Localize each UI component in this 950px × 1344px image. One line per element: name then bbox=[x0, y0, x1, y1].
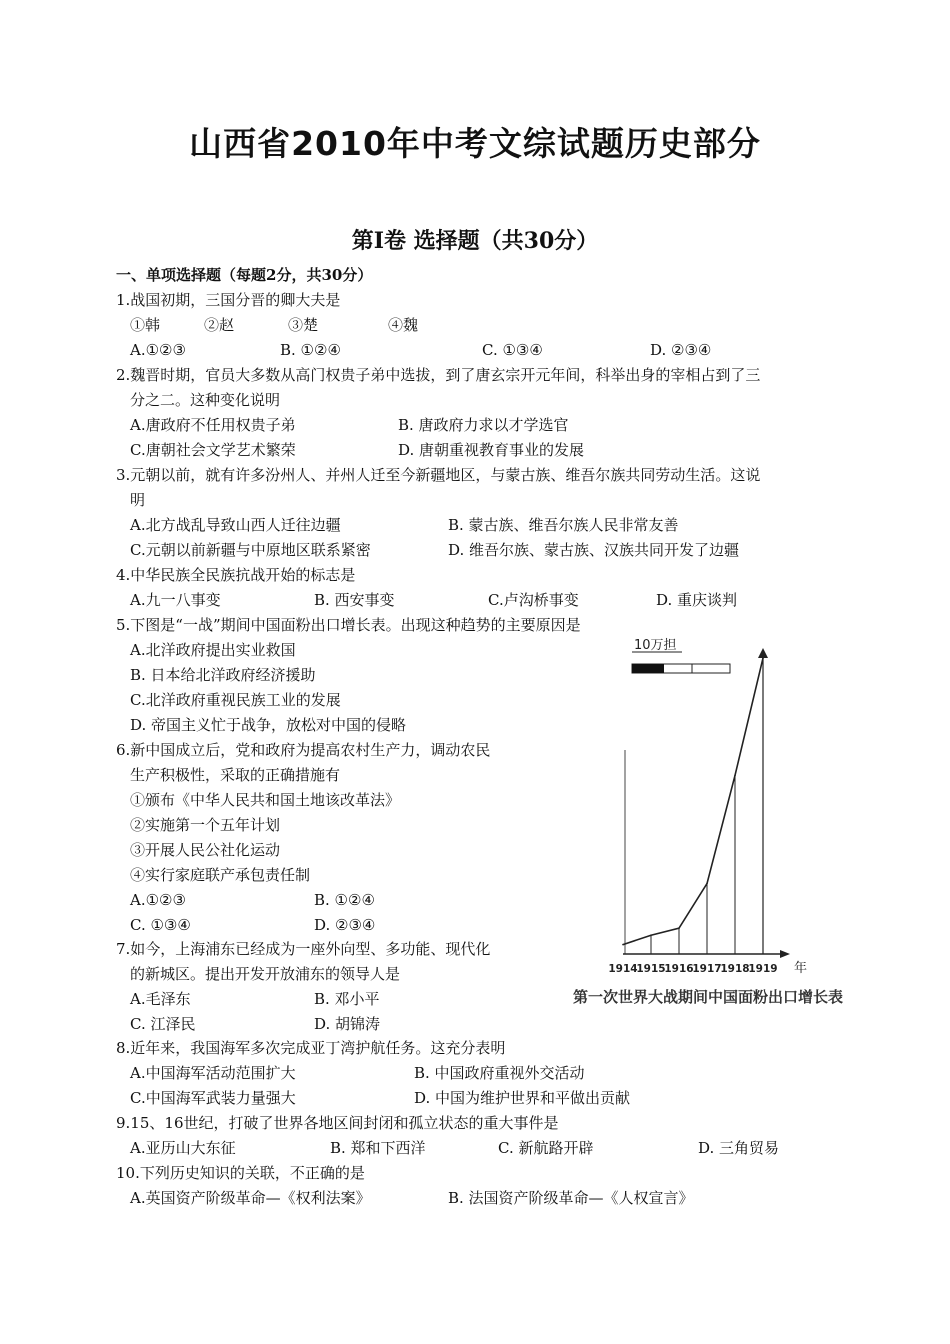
option-row bbox=[116, 338, 846, 363]
data-point-1914 bbox=[622, 944, 624, 946]
x-axis-arrow bbox=[780, 950, 790, 958]
question-stem: 分之二。这种变化说明 bbox=[130, 391, 281, 409]
option-a: A.亚历山大东征 bbox=[130, 1139, 236, 1157]
option-row bbox=[116, 1086, 846, 1111]
option-a: A.北方战乱导致山西人迁往边疆 bbox=[130, 516, 341, 534]
option-a: A.中国海军活动范围扩大 bbox=[130, 1064, 296, 1082]
option-row bbox=[116, 1136, 846, 1161]
question-stem: 2.魏晋时期，官员大多数从高门权贵子弟中选拔，到了唐玄宗开元年间，科举出身的宰相占到了三 bbox=[116, 366, 761, 384]
x-tick-label: 1914 bbox=[608, 963, 638, 975]
option-a: A.英国资产阶级革命—《权利法案》 bbox=[130, 1189, 371, 1207]
data-point-1918 bbox=[734, 775, 736, 777]
question-stem: 10.下列历史知识的关联，不正确的是 bbox=[116, 1164, 365, 1182]
question-8 bbox=[116, 1036, 846, 1111]
question-stem: 明 bbox=[130, 491, 146, 509]
scale-label: 10万担 bbox=[634, 638, 677, 653]
option-c: C. 新航路开辟 bbox=[498, 1139, 594, 1157]
item-row bbox=[116, 313, 846, 338]
y-axis-arrow bbox=[758, 648, 768, 658]
question-stem: 生产积极性，采取的正确措施有 bbox=[130, 766, 341, 784]
option-b: B. 西安事变 bbox=[314, 591, 395, 609]
option-row bbox=[116, 588, 846, 613]
option-b: B. 蒙古族、维吾尔族人民非常友善 bbox=[448, 516, 679, 534]
x-unit-label: 年 bbox=[794, 961, 808, 976]
chart-ticks bbox=[608, 960, 807, 976]
option-c: C.中国海军武装力量强大 bbox=[130, 1089, 296, 1107]
option-row bbox=[116, 1186, 846, 1211]
option-c: C.北洋政府重视民族工业的发展 bbox=[130, 691, 341, 709]
option-d: D. 帝国主义忙于战争，放松对中国的侵略 bbox=[130, 716, 407, 734]
question-stem: 1.战国初期，三国分晋的卿大夫是 bbox=[116, 291, 341, 309]
item: ②实施第一个五年计划 bbox=[130, 816, 281, 834]
option-b: B. 法国资产阶级革命—《人权宣言》 bbox=[448, 1189, 694, 1207]
option-c: C.卢沟桥事变 bbox=[488, 591, 579, 609]
option-d: D. ②③④ bbox=[314, 916, 376, 934]
data-point-1917 bbox=[706, 883, 708, 885]
data-point-1915 bbox=[650, 934, 652, 936]
question-stem: 5.下图是“一战”期间中国面粉出口增长表。出现这种趋势的主要原因是 bbox=[116, 616, 581, 634]
option-a: A.北洋政府提出实业救国 bbox=[130, 641, 296, 659]
option-d: D. 重庆谈判 bbox=[656, 591, 738, 609]
chart-caption: 第一次世界大战期间中国面粉出口增长表 bbox=[572, 988, 843, 1006]
option-b: B. 郑和下西洋 bbox=[330, 1139, 426, 1157]
question-9 bbox=[116, 1111, 846, 1161]
x-tick-label: 1916 bbox=[664, 963, 694, 975]
option-d: D. ②③④ bbox=[650, 341, 712, 359]
question-stem: 4.中华民族全民族抗战开始的标志是 bbox=[116, 566, 356, 584]
option-b: B. 中国政府重视外交活动 bbox=[414, 1064, 585, 1082]
data-point-1916 bbox=[678, 927, 680, 929]
page-title: 山西省2010年中考文综试题历史部分 bbox=[189, 124, 761, 163]
option-row bbox=[116, 513, 846, 538]
question-4 bbox=[116, 563, 846, 613]
question-2 bbox=[116, 363, 846, 463]
item: ③开展人民公社化运动 bbox=[130, 841, 281, 859]
question-stem: 9.15、16世纪，打破了世界各地区间封闭和孤立状态的重大事件是 bbox=[116, 1114, 559, 1132]
option-c: C. ①③④ bbox=[482, 341, 543, 359]
option-c: C. ①③④ bbox=[130, 916, 191, 934]
option-b: B. 邓小平 bbox=[314, 990, 380, 1008]
flour-export-chart bbox=[548, 630, 868, 1020]
option-b: B. ①②④ bbox=[280, 341, 341, 359]
option-b: B. 唐政府力求以才学选官 bbox=[398, 416, 569, 434]
x-tick-label: 1918 bbox=[720, 963, 750, 975]
option-row bbox=[116, 438, 846, 463]
option-c: C.唐朝社会文学艺术繁荣 bbox=[130, 441, 296, 459]
option-a: A.九一八事变 bbox=[130, 591, 221, 609]
option-b: B. ①②④ bbox=[314, 891, 375, 909]
question-stem: 6.新中国成立后，党和政府为提高农村生产力，调动农民 bbox=[116, 741, 491, 759]
question-1 bbox=[116, 288, 846, 363]
option-d: D. 三角贸易 bbox=[698, 1139, 780, 1157]
item: ④实行家庭联产承包责任制 bbox=[130, 866, 311, 884]
question-10 bbox=[116, 1161, 846, 1211]
item: ①颁布《中华人民共和国土地该改革法》 bbox=[130, 791, 401, 809]
option-row bbox=[116, 413, 846, 438]
section-heading: 一、单项选择题（每题2分，共30分） bbox=[116, 266, 373, 284]
option-a: A.毛泽东 bbox=[130, 990, 191, 1008]
option-a: A.唐政府不任用权贵子弟 bbox=[130, 416, 296, 434]
option-a: A.①②③ bbox=[130, 891, 186, 909]
question-stem: 8.近年来，我国海军多次完成亚丁湾护航任务。这充分表明 bbox=[116, 1039, 506, 1057]
chart-scale-legend bbox=[632, 637, 730, 673]
option-c: C.元朝以前新疆与中原地区联系紧密 bbox=[130, 541, 371, 559]
item: ④魏 bbox=[388, 316, 419, 334]
question-3 bbox=[116, 463, 846, 563]
option-d: D. 胡锦涛 bbox=[314, 1015, 381, 1033]
scale-bar-fill bbox=[632, 664, 664, 673]
item: ③楚 bbox=[288, 316, 319, 334]
x-tick-label: 1919 bbox=[748, 963, 778, 975]
question-stem: 的新城区。提出开发开放浦东的领导人是 bbox=[130, 965, 401, 983]
option-d: D. 中国为维护世界和平做出贡献 bbox=[414, 1089, 631, 1107]
option-c: C. 江泽民 bbox=[130, 1015, 196, 1033]
data-point-1919 bbox=[762, 657, 764, 659]
item: ①韩 bbox=[130, 316, 161, 334]
option-d: D. 唐朝重视教育事业的发展 bbox=[398, 441, 585, 459]
x-tick-label: 1915 bbox=[636, 963, 666, 975]
item: ②赵 bbox=[204, 316, 235, 334]
question-stem: 3.元朝以前，就有许多汾州人、并州人迁至今新疆地区，与蒙古族、维吾尔族共同劳动生活。这说 bbox=[116, 466, 761, 484]
option-d: D. 维吾尔族、蒙古族、汉族共同开发了边疆 bbox=[448, 541, 740, 559]
option-a: A.①②③ bbox=[130, 341, 186, 359]
x-tick-label: 1917 bbox=[692, 963, 722, 975]
question-stem: 7.如今，上海浦东已经成为一座外向型、多功能、现代化 bbox=[116, 940, 491, 958]
chart-marks bbox=[622, 657, 764, 954]
series-line bbox=[623, 658, 763, 945]
option-row bbox=[116, 1061, 846, 1086]
option-b: B. 日本给北洋政府经济援助 bbox=[130, 666, 316, 684]
part-title: 第Ⅰ卷 选择题（共30分） bbox=[351, 228, 599, 254]
option-row bbox=[116, 538, 846, 563]
